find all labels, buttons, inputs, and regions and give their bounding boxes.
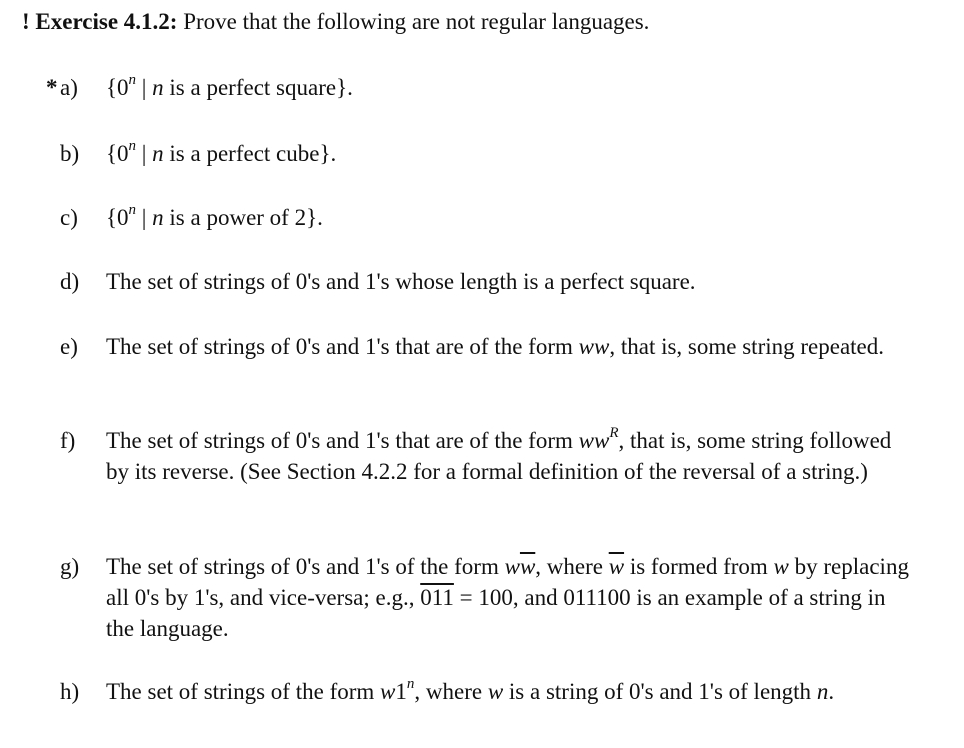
item-label: f): [60, 428, 76, 453]
item-label: a): [60, 75, 78, 100]
item-label: e): [60, 334, 78, 359]
exercise-prompt: Prove that the following are not regular languages.: [183, 9, 650, 34]
item-label: d): [60, 269, 80, 294]
exercise-label: Exercise 4.1.2:: [35, 9, 178, 34]
item-b: [60, 138, 920, 169]
starred-marker: *: [46, 75, 58, 100]
item-text: The set of strings of 0's and 1's that are of the form ww, that is, some string repeated.: [106, 334, 884, 359]
item-label: h): [60, 679, 80, 704]
item-label: b): [60, 141, 80, 166]
exercise-heading: [22, 6, 649, 37]
exercise-bang: !: [22, 9, 30, 34]
item-text: The set of strings of 0's and 1's of the form $w\overline{w}$, where $\overline{w}$ is formed from w by replacing all 0's by 1's, and vice-versa; e.g., 011 = 100, and 011100 is an example of a string in the language.: [106, 554, 909, 641]
item-h: [60, 676, 920, 707]
item-text: The set of strings of 0's and 1's whose length is a perfect square.: [106, 269, 696, 294]
item-text: The set of strings of the form w1$^n$, where w is a string of 0's and 1's of length n.: [106, 676, 835, 704]
item-text: {0$^n$ | n is a power of 2}.: [106, 202, 323, 230]
item-a: [46, 72, 920, 103]
item-g: [60, 551, 920, 641]
item-text: {0$^n$ | n is a perfect square}.: [106, 72, 353, 100]
item-label: g): [60, 554, 80, 579]
item-label: c): [60, 205, 78, 230]
item-c: [60, 202, 920, 233]
item-e: [60, 331, 920, 362]
item-text: {0$^n$ | n is a perfect cube}.: [106, 138, 337, 166]
item-d: [60, 266, 920, 297]
item-text: The set of strings of 0's and 1's that are of the form $ww^R$, that is, some string followed by its reverse. (See Section 4.2.2 for a formal definition of the reversal of a string.): [106, 425, 892, 484]
item-f: [60, 425, 920, 484]
